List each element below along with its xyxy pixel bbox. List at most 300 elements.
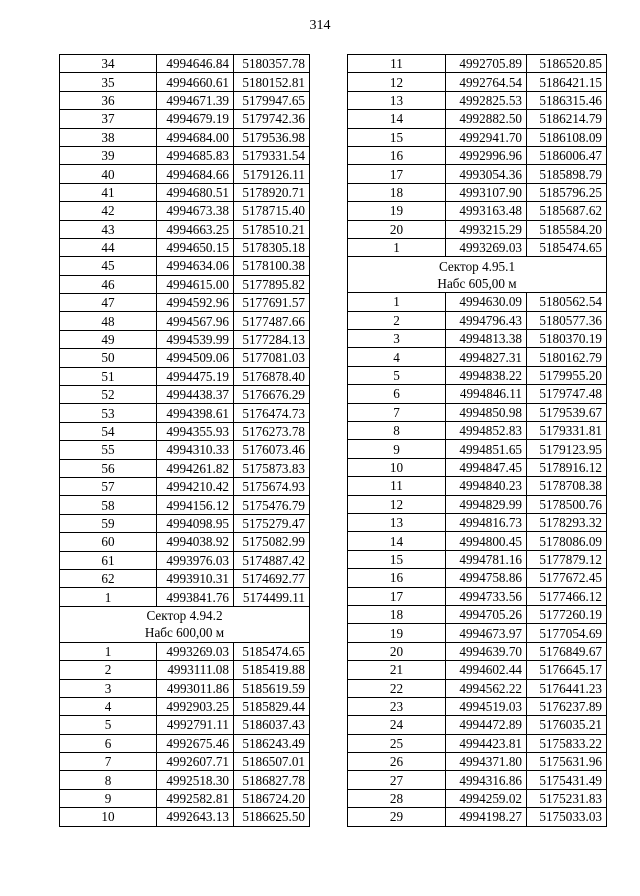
- point-number-cell: 11: [348, 55, 446, 73]
- y-coordinate-cell: 5179331.81: [527, 422, 607, 440]
- table-row: [348, 661, 607, 679]
- x-coordinate-cell: 4994852.83: [446, 422, 527, 440]
- table-row: [60, 367, 310, 385]
- x-coordinate-cell: 4994098.95: [157, 514, 234, 532]
- y-coordinate-cell: 5180357.78: [234, 55, 310, 73]
- x-coordinate-cell: 4992675.46: [157, 734, 234, 752]
- point-number-cell: 51: [60, 367, 157, 385]
- table-row: [348, 403, 607, 421]
- point-number-cell: 34: [60, 55, 157, 73]
- coordinates-table-right: [347, 54, 607, 827]
- y-coordinate-cell: 5176474.73: [234, 404, 310, 422]
- x-coordinate-cell: 4993269.03: [446, 238, 527, 256]
- point-number-cell: 50: [60, 349, 157, 367]
- x-coordinate-cell: 4994602.44: [446, 661, 527, 679]
- y-coordinate-cell: 5186507.01: [234, 753, 310, 771]
- y-coordinate-cell: 5175631.96: [527, 753, 607, 771]
- point-number-cell: 54: [60, 422, 157, 440]
- y-coordinate-cell: 5185687.62: [527, 202, 607, 220]
- point-number-cell: 14: [348, 110, 446, 128]
- x-coordinate-cell: 4994519.03: [446, 697, 527, 715]
- x-coordinate-cell: 4994671.39: [157, 91, 234, 109]
- table-row: [348, 513, 607, 531]
- y-coordinate-cell: 5175431.49: [527, 771, 607, 789]
- sector-height: Набс 605,00 м: [437, 275, 517, 291]
- point-number-cell: 42: [60, 202, 157, 220]
- point-number-cell: 16: [348, 569, 446, 587]
- y-coordinate-cell: 5179126.11: [234, 165, 310, 183]
- y-coordinate-cell: 5185898.79: [527, 165, 607, 183]
- point-number-cell: 2: [60, 661, 157, 679]
- table-row: [348, 440, 607, 458]
- x-coordinate-cell: 4994781.16: [446, 550, 527, 568]
- table-row: [348, 679, 607, 697]
- table-row: [348, 624, 607, 642]
- point-number-cell: 2: [348, 311, 446, 329]
- y-coordinate-cell: 5176645.17: [527, 661, 607, 679]
- table-row: [60, 734, 310, 752]
- x-coordinate-cell: 4994816.73: [446, 513, 527, 531]
- y-coordinate-cell: 5185474.65: [234, 642, 310, 660]
- page-number: 314: [309, 18, 331, 33]
- table-row: [60, 789, 310, 807]
- y-coordinate-cell: 5177879.12: [527, 550, 607, 568]
- point-number-cell: 39: [60, 146, 157, 164]
- point-number-cell: 49: [60, 330, 157, 348]
- y-coordinate-cell: 5180562.54: [527, 293, 607, 311]
- y-coordinate-cell: 5175231.83: [527, 789, 607, 807]
- point-number-cell: 14: [348, 532, 446, 550]
- x-coordinate-cell: 4994038.92: [157, 533, 234, 551]
- x-coordinate-cell: 4992705.89: [446, 55, 527, 73]
- table-row: [348, 330, 607, 348]
- table-row: [60, 238, 310, 256]
- table-row: [60, 404, 310, 422]
- point-number-cell: 25: [348, 734, 446, 752]
- table-row: [348, 587, 607, 605]
- sector-height: Набс 600,00 м: [144, 625, 225, 641]
- y-coordinate-cell: 5180370.19: [527, 330, 607, 348]
- y-coordinate-cell: 5177054.69: [527, 624, 607, 642]
- table-row: [348, 753, 607, 771]
- coordinates-table-left: [59, 54, 310, 827]
- x-coordinate-cell: 4993910.31: [157, 569, 234, 587]
- point-number-cell: 9: [348, 440, 446, 458]
- x-coordinate-cell: 4994562.22: [446, 679, 527, 697]
- y-coordinate-cell: 5178510.21: [234, 220, 310, 238]
- point-number-cell: 40: [60, 165, 157, 183]
- x-coordinate-cell: 4994827.31: [446, 348, 527, 366]
- y-coordinate-cell: 5179123.95: [527, 440, 607, 458]
- y-coordinate-cell: 5185419.88: [234, 661, 310, 679]
- point-number-cell: 6: [348, 385, 446, 403]
- y-coordinate-cell: 5185619.59: [234, 679, 310, 697]
- x-coordinate-cell: 4994796.43: [446, 311, 527, 329]
- y-coordinate-cell: 5174887.42: [234, 551, 310, 569]
- x-coordinate-cell: 4994673.97: [446, 624, 527, 642]
- x-coordinate-cell: 4994663.25: [157, 220, 234, 238]
- y-coordinate-cell: 5178708.38: [527, 477, 607, 495]
- y-coordinate-cell: 5176273.78: [234, 422, 310, 440]
- point-number-cell: 46: [60, 275, 157, 293]
- table-row: [60, 642, 310, 660]
- x-coordinate-cell: 4994679.19: [157, 110, 234, 128]
- point-number-cell: 35: [60, 73, 157, 91]
- point-number-cell: 61: [60, 551, 157, 569]
- y-coordinate-cell: 5180152.81: [234, 73, 310, 91]
- table-row: [60, 716, 310, 734]
- x-coordinate-cell: 4992882.50: [446, 110, 527, 128]
- table-row: [60, 422, 310, 440]
- y-coordinate-cell: 5177487.66: [234, 312, 310, 330]
- x-coordinate-cell: 4994615.00: [157, 275, 234, 293]
- y-coordinate-cell: 5175476.79: [234, 496, 310, 514]
- x-coordinate-cell: 4994592.96: [157, 294, 234, 312]
- x-coordinate-cell: 4994472.89: [446, 716, 527, 734]
- x-coordinate-cell: 4992903.25: [157, 697, 234, 715]
- point-number-cell: 12: [348, 495, 446, 513]
- point-number-cell: 47: [60, 294, 157, 312]
- point-number-cell: 1: [60, 588, 157, 606]
- x-coordinate-cell: 4994634.06: [157, 257, 234, 275]
- y-coordinate-cell: 5185829.44: [234, 697, 310, 715]
- table-row: [348, 477, 607, 495]
- x-coordinate-cell: 4994646.84: [157, 55, 234, 73]
- x-coordinate-cell: 4994509.06: [157, 349, 234, 367]
- point-number-cell: 9: [60, 789, 157, 807]
- y-coordinate-cell: 5179742.36: [234, 110, 310, 128]
- point-number-cell: 7: [348, 403, 446, 421]
- point-number-cell: 1: [348, 238, 446, 256]
- table-row: [60, 165, 310, 183]
- table-row: [348, 734, 607, 752]
- table-row: [348, 146, 607, 164]
- point-number-cell: 1: [348, 293, 446, 311]
- sector-header-row: [348, 257, 607, 293]
- sector-header: [60, 606, 310, 642]
- table-row: [60, 330, 310, 348]
- point-number-cell: 36: [60, 91, 157, 109]
- point-number-cell: 37: [60, 110, 157, 128]
- point-number-cell: 17: [348, 165, 446, 183]
- table-row: [60, 220, 310, 238]
- y-coordinate-cell: 5179331.54: [234, 146, 310, 164]
- x-coordinate-cell: 4994259.02: [446, 789, 527, 807]
- table-row: [60, 569, 310, 587]
- table-row: [60, 551, 310, 569]
- table-row: [60, 588, 310, 606]
- table-row: [348, 642, 607, 660]
- table-row: [60, 533, 310, 551]
- table-row: [348, 311, 607, 329]
- x-coordinate-cell: 4994310.33: [157, 441, 234, 459]
- table-row: [60, 459, 310, 477]
- table-row: [348, 73, 607, 91]
- x-coordinate-cell: 4994705.26: [446, 605, 527, 623]
- table-row: [348, 605, 607, 623]
- x-coordinate-cell: 4994650.15: [157, 238, 234, 256]
- point-number-cell: 15: [348, 128, 446, 146]
- y-coordinate-cell: 5185584.20: [527, 220, 607, 238]
- point-number-cell: 3: [60, 679, 157, 697]
- table-row: [348, 808, 607, 826]
- y-coordinate-cell: 5176676.29: [234, 386, 310, 404]
- y-coordinate-cell: 5176237.89: [527, 697, 607, 715]
- table-row: [60, 312, 310, 330]
- table-row: [348, 293, 607, 311]
- y-coordinate-cell: 5175873.83: [234, 459, 310, 477]
- x-coordinate-cell: 4994210.42: [157, 477, 234, 495]
- x-coordinate-cell: 4994800.45: [446, 532, 527, 550]
- point-number-cell: 20: [348, 642, 446, 660]
- y-coordinate-cell: 5186724.20: [234, 789, 310, 807]
- x-coordinate-cell: 4994438.37: [157, 386, 234, 404]
- point-number-cell: 7: [60, 753, 157, 771]
- y-coordinate-cell: 5176035.21: [527, 716, 607, 734]
- x-coordinate-cell: 4992607.71: [157, 753, 234, 771]
- point-number-cell: 45: [60, 257, 157, 275]
- point-number-cell: 10: [348, 458, 446, 476]
- table-row: [60, 91, 310, 109]
- table-row: [60, 753, 310, 771]
- x-coordinate-cell: 4992996.96: [446, 146, 527, 164]
- table-row: [348, 110, 607, 128]
- y-coordinate-cell: 5177284.13: [234, 330, 310, 348]
- point-number-cell: 55: [60, 441, 157, 459]
- table-row: [348, 385, 607, 403]
- point-number-cell: 1: [60, 642, 157, 660]
- y-coordinate-cell: 5175833.22: [527, 734, 607, 752]
- x-coordinate-cell: 4994685.83: [157, 146, 234, 164]
- x-coordinate-cell: 4992582.81: [157, 789, 234, 807]
- table-row: [348, 55, 607, 73]
- table-row: [60, 771, 310, 789]
- point-number-cell: 8: [60, 771, 157, 789]
- x-coordinate-cell: 4994840.23: [446, 477, 527, 495]
- y-coordinate-cell: 5174499.11: [234, 588, 310, 606]
- x-coordinate-cell: 4993163.48: [446, 202, 527, 220]
- table-row: [60, 514, 310, 532]
- x-coordinate-cell: 4993054.36: [446, 165, 527, 183]
- point-number-cell: 13: [348, 513, 446, 531]
- y-coordinate-cell: 5185796.25: [527, 183, 607, 201]
- x-coordinate-cell: 4993976.03: [157, 551, 234, 569]
- table-row: [348, 128, 607, 146]
- y-coordinate-cell: 5178715.40: [234, 202, 310, 220]
- table-row: [60, 275, 310, 293]
- x-coordinate-cell: 4994423.81: [446, 734, 527, 752]
- table-row: [348, 532, 607, 550]
- table-row: [60, 477, 310, 495]
- table-row: [60, 128, 310, 146]
- y-coordinate-cell: 5180577.36: [527, 311, 607, 329]
- x-coordinate-cell: 4993111.08: [157, 661, 234, 679]
- table-row: [348, 348, 607, 366]
- point-number-cell: 23: [348, 697, 446, 715]
- point-number-cell: 17: [348, 587, 446, 605]
- table-row: [348, 220, 607, 238]
- table-row: [348, 183, 607, 201]
- x-coordinate-cell: 4994630.09: [446, 293, 527, 311]
- point-number-cell: 21: [348, 661, 446, 679]
- table-row: [60, 496, 310, 514]
- table-row: [348, 550, 607, 568]
- point-number-cell: 10: [60, 808, 157, 826]
- y-coordinate-cell: 5177691.57: [234, 294, 310, 312]
- y-coordinate-cell: 5179536.98: [234, 128, 310, 146]
- y-coordinate-cell: 5179539.67: [527, 403, 607, 421]
- y-coordinate-cell: 5186214.79: [527, 110, 607, 128]
- y-coordinate-cell: 5177260.19: [527, 605, 607, 623]
- y-coordinate-cell: 5186006.47: [527, 146, 607, 164]
- table-row: [348, 366, 607, 384]
- x-coordinate-cell: 4994355.93: [157, 422, 234, 440]
- point-number-cell: 13: [348, 91, 446, 109]
- sector-header-row: [60, 606, 310, 642]
- x-coordinate-cell: 4994829.99: [446, 495, 527, 513]
- point-number-cell: 5: [348, 366, 446, 384]
- x-coordinate-cell: 4994684.66: [157, 165, 234, 183]
- y-coordinate-cell: 5175279.47: [234, 514, 310, 532]
- point-number-cell: 4: [348, 348, 446, 366]
- y-coordinate-cell: 5186108.09: [527, 128, 607, 146]
- table-row: [348, 569, 607, 587]
- point-number-cell: 22: [348, 679, 446, 697]
- point-number-cell: 29: [348, 808, 446, 826]
- x-coordinate-cell: 4994660.61: [157, 73, 234, 91]
- x-coordinate-cell: 4994371.80: [446, 753, 527, 771]
- point-number-cell: 62: [60, 569, 157, 587]
- point-number-cell: 18: [348, 183, 446, 201]
- x-coordinate-cell: 4993011.86: [157, 679, 234, 697]
- x-coordinate-cell: 4994838.22: [446, 366, 527, 384]
- point-number-cell: 3: [348, 330, 446, 348]
- table-row: [348, 202, 607, 220]
- y-coordinate-cell: 5186315.46: [527, 91, 607, 109]
- y-coordinate-cell: 5178305.18: [234, 238, 310, 256]
- table-row: [348, 422, 607, 440]
- table-row: [348, 238, 607, 256]
- x-coordinate-cell: 4994198.27: [446, 808, 527, 826]
- x-coordinate-cell: 4994733.56: [446, 587, 527, 605]
- x-coordinate-cell: 4994758.86: [446, 569, 527, 587]
- table-row: [348, 789, 607, 807]
- table-row: [348, 91, 607, 109]
- y-coordinate-cell: 5178500.76: [527, 495, 607, 513]
- point-number-cell: 19: [348, 624, 446, 642]
- point-number-cell: 12: [348, 73, 446, 91]
- table-row: [60, 257, 310, 275]
- x-coordinate-cell: 4994398.61: [157, 404, 234, 422]
- y-coordinate-cell: 5186827.78: [234, 771, 310, 789]
- x-coordinate-cell: 4992518.30: [157, 771, 234, 789]
- table-row: [60, 697, 310, 715]
- y-coordinate-cell: 5175674.93: [234, 477, 310, 495]
- y-coordinate-cell: 5186421.15: [527, 73, 607, 91]
- x-coordinate-cell: 4994851.65: [446, 440, 527, 458]
- x-coordinate-cell: 4994639.70: [446, 642, 527, 660]
- point-number-cell: 52: [60, 386, 157, 404]
- point-number-cell: 19: [348, 202, 446, 220]
- table-row: [348, 716, 607, 734]
- y-coordinate-cell: 5178920.71: [234, 183, 310, 201]
- table-row: [348, 495, 607, 513]
- point-number-cell: 56: [60, 459, 157, 477]
- y-coordinate-cell: 5177672.45: [527, 569, 607, 587]
- x-coordinate-cell: 4994680.51: [157, 183, 234, 201]
- x-coordinate-cell: 4994684.00: [157, 128, 234, 146]
- table-row: [60, 73, 310, 91]
- x-coordinate-cell: 4993269.03: [157, 642, 234, 660]
- y-coordinate-cell: 5176073.46: [234, 441, 310, 459]
- x-coordinate-cell: 4992941.70: [446, 128, 527, 146]
- x-coordinate-cell: 4994156.12: [157, 496, 234, 514]
- point-number-cell: 4: [60, 697, 157, 715]
- y-coordinate-cell: 5185474.65: [527, 238, 607, 256]
- x-coordinate-cell: 4994813.38: [446, 330, 527, 348]
- x-coordinate-cell: 4992764.54: [446, 73, 527, 91]
- point-number-cell: 27: [348, 771, 446, 789]
- table-row: [60, 808, 310, 826]
- y-coordinate-cell: 5177895.82: [234, 275, 310, 293]
- table-row: [60, 441, 310, 459]
- x-coordinate-cell: 4993215.29: [446, 220, 527, 238]
- x-coordinate-cell: 4994850.98: [446, 403, 527, 421]
- y-coordinate-cell: 5178293.32: [527, 513, 607, 531]
- point-number-cell: 18: [348, 605, 446, 623]
- y-coordinate-cell: 5176878.40: [234, 367, 310, 385]
- y-coordinate-cell: 5186037.43: [234, 716, 310, 734]
- y-coordinate-cell: 5178100.38: [234, 257, 310, 275]
- point-number-cell: 6: [60, 734, 157, 752]
- y-coordinate-cell: 5178086.09: [527, 532, 607, 550]
- point-number-cell: 11: [348, 477, 446, 495]
- point-number-cell: 59: [60, 514, 157, 532]
- x-coordinate-cell: 4994673.38: [157, 202, 234, 220]
- table-row: [348, 458, 607, 476]
- table-row: [60, 349, 310, 367]
- table-row: [348, 771, 607, 789]
- point-number-cell: 20: [348, 220, 446, 238]
- y-coordinate-cell: 5186625.50: [234, 808, 310, 826]
- y-coordinate-cell: 5175033.03: [527, 808, 607, 826]
- point-number-cell: 38: [60, 128, 157, 146]
- y-coordinate-cell: 5186243.49: [234, 734, 310, 752]
- point-number-cell: 16: [348, 146, 446, 164]
- table-row: [348, 165, 607, 183]
- x-coordinate-cell: 4994316.86: [446, 771, 527, 789]
- y-coordinate-cell: 5180162.79: [527, 348, 607, 366]
- point-number-cell: 26: [348, 753, 446, 771]
- point-number-cell: 58: [60, 496, 157, 514]
- point-number-cell: 8: [348, 422, 446, 440]
- point-number-cell: 15: [348, 550, 446, 568]
- point-number-cell: 5: [60, 716, 157, 734]
- x-coordinate-cell: 4994539.99: [157, 330, 234, 348]
- table-row: [60, 183, 310, 201]
- point-number-cell: 24: [348, 716, 446, 734]
- table-row: [60, 110, 310, 128]
- point-number-cell: 41: [60, 183, 157, 201]
- table-row: [60, 55, 310, 73]
- y-coordinate-cell: 5179747.48: [527, 385, 607, 403]
- y-coordinate-cell: 5176441.23: [527, 679, 607, 697]
- y-coordinate-cell: 5177466.12: [527, 587, 607, 605]
- x-coordinate-cell: 4993107.90: [446, 183, 527, 201]
- table-row: [60, 386, 310, 404]
- x-coordinate-cell: 4994847.45: [446, 458, 527, 476]
- x-coordinate-cell: 4992643.13: [157, 808, 234, 826]
